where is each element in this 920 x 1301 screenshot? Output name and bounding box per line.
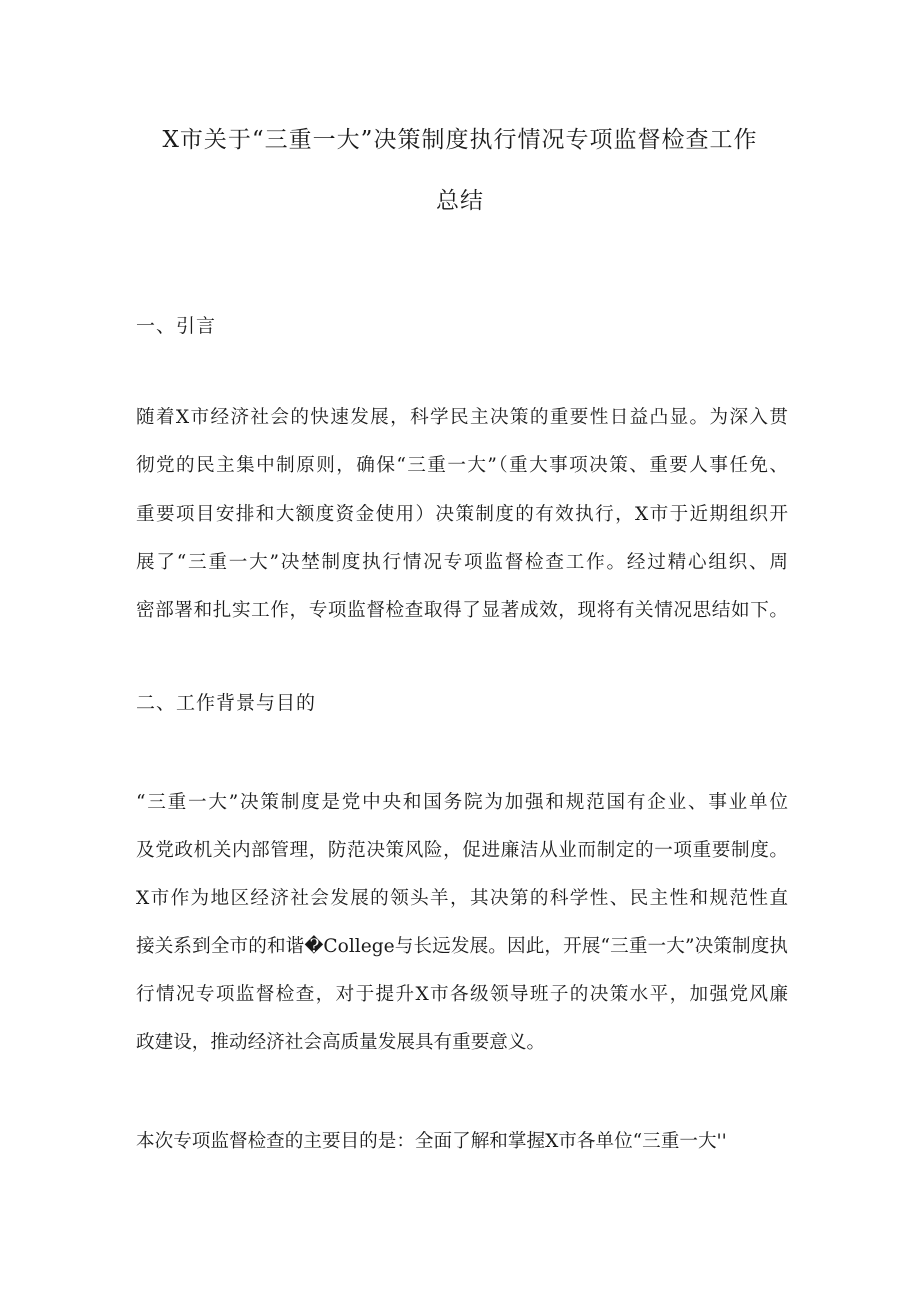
section-2-text-line: 及党政机关内部管理，防范决策风险，促进廉洁从业而制定的一项重要制度。 <box>136 840 788 861</box>
section-2-text-line: “三重一大”决策制度是党中央和国务院为加强和规范国有企业、事业单位 <box>136 792 788 813</box>
section-2-text-line: 接关系到全市的和谐�College与长远发展。因此，开展“三重一大”决策制度执 <box>136 936 788 957</box>
section-2-text-line: 政建设，推动经济社会高质量发展具有重要意义。 <box>136 1032 546 1053</box>
section-2-heading: 二、工作背景与目的 <box>136 692 317 714</box>
section-1-text-line: 展了“三重一大”决埜制度执行情况专项监督检查工作。经过精心组织、周 <box>136 552 788 573</box>
section-2-text-line: 行情况专项监督检查，对于提升X市各级领导班子的决策水平，加强党风廉 <box>136 984 788 1005</box>
document-title-line-1: X市关于“三重一大”决策制度执行情况专项监督检查工作 <box>162 127 758 153</box>
section-1-text-line: 密部署和扎实工作，专项监督检查取得了显著成效，现将有关情况思结如下。 <box>136 600 788 621</box>
section-1-text-line: 彻党的民主集中制原则，确保“三重一大”（重大事项决策、重要人事任免、 <box>136 455 788 476</box>
document-title-line-2: 总结 <box>436 188 484 214</box>
section-2-text-line: X市作为地区经济社会发展的领头羊，其决第的科学性、民主性和规范性直 <box>136 888 788 909</box>
section-1-heading: 一、引言 <box>136 315 217 337</box>
section-1-text-line: 重要项目安排和大额度资金使用）决策制度的有效执行，X市于近期组织开 <box>136 504 788 525</box>
section-2-text-line: 本次专项监督检查的主要目的是：全面了解和掌握X市各单位“三重一大'' <box>136 1131 727 1152</box>
section-1-text-line: 随着X市经济社会的快速发展，科学民主决策的重要性日益凸显。为深入贯 <box>136 407 788 428</box>
